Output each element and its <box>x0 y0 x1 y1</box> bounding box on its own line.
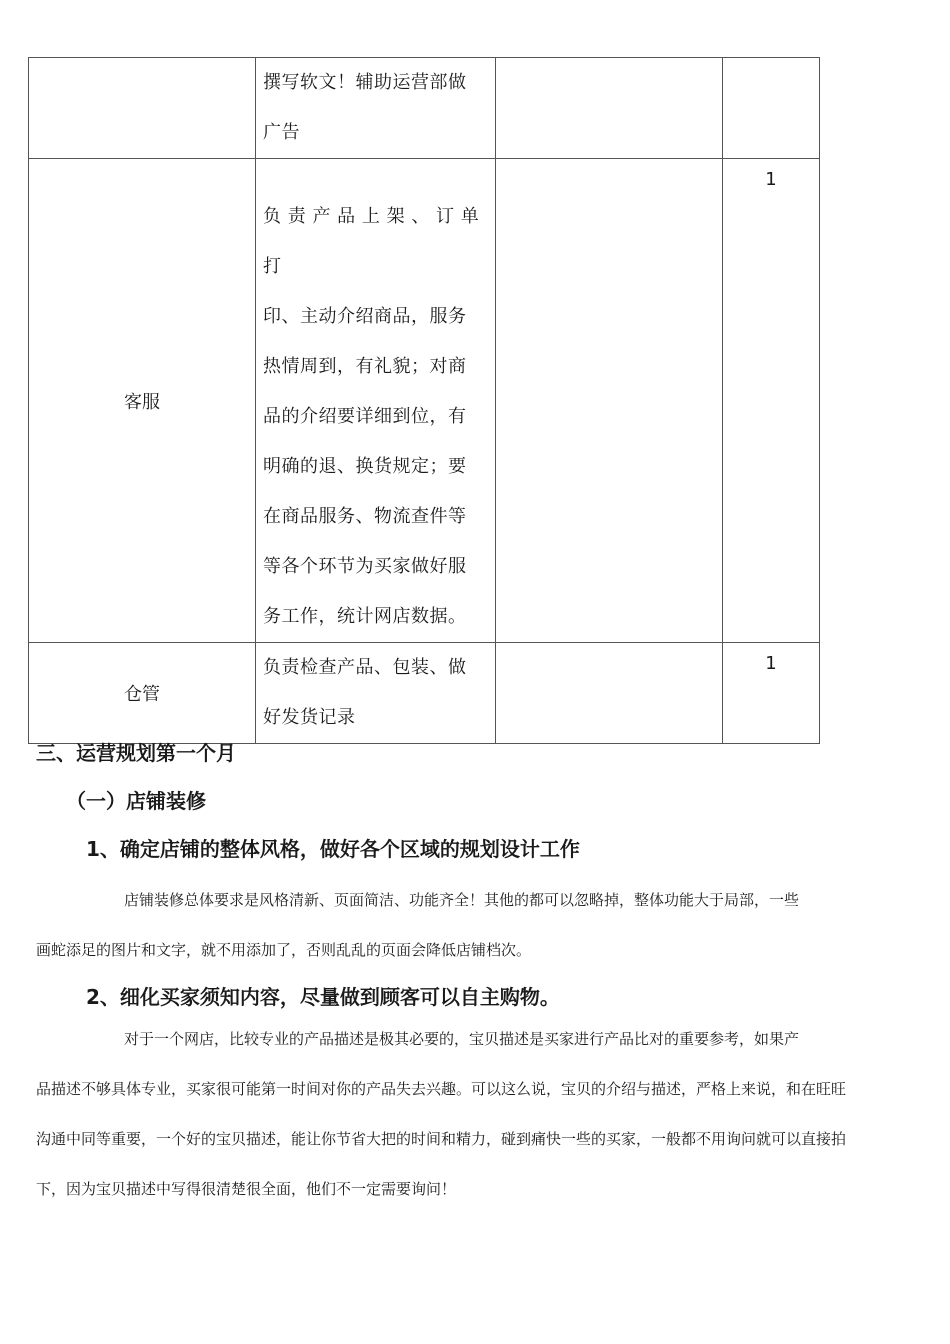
duty-cell <box>256 643 496 744</box>
paragraph-line: 沟通中同等重要，一个好的宝贝描述，能让你节省大把的时间和精力，碰到痛快一些的买家，一般都不用询问就可以直接拍 <box>36 1130 847 1148</box>
duty-line: 负责检查产品、包装、做 <box>263 657 467 678</box>
count-cell: 1 <box>723 159 820 643</box>
count-cell: 1 <box>723 643 820 744</box>
paragraph-line: 店铺装修总体要求是风格清新、页面简洁、功能齐全！其他的都可以忽略掉，整体功能大于局部，一些 <box>124 891 800 909</box>
paragraph-1 <box>36 875 902 975</box>
role-cell: 客服 <box>29 159 256 643</box>
duty-line: 热情周到，有礼貌；对商 <box>263 356 467 377</box>
duty-cell <box>256 58 496 159</box>
duty-line: 务工作，统计网店数据。 <box>263 606 467 627</box>
duty-line: 好发货记录 <box>263 707 356 728</box>
item-heading-1: 1、确定店铺的整体风格，做好各个区域的规划设计工作 <box>86 837 580 861</box>
duty-line: 广告 <box>263 122 300 143</box>
count-cell <box>723 58 820 159</box>
duty-line: 等各个环节为买家做好服 <box>263 556 467 577</box>
duty-line: 明确的退、换货规定；要 <box>263 456 467 477</box>
duty-cell <box>256 159 496 643</box>
duty-line: 印、主动介绍商品，服务 <box>263 306 467 327</box>
paragraph-line: 画蛇添足的图片和文字，就不用添加了，否则乱乱的页面会降低店铺档次。 <box>36 941 532 959</box>
duty-line: 品的介绍要详细到位，有 <box>263 406 467 427</box>
duty-line <box>263 159 489 192</box>
paragraph-line: 品描述不够具体专业，买家很可能第一时间对你的产品失去兴趣。可以这么说，宝贝的介绍与描述，严格上来说，和在旺旺 <box>36 1080 847 1098</box>
duty-line: 撰写软文！辅助运营部做 <box>263 72 467 93</box>
duty-line: 在商品服务、物流查件等 <box>263 506 467 527</box>
item-heading-2: 2、细化买家须知内容，尽量做到顾客可以自主购物。 <box>86 985 560 1009</box>
role-cell: 仓管 <box>29 643 256 744</box>
paragraph-line: 下，因为宝贝描述中写得很清楚很全面，他们不一定需要询问！ <box>36 1180 457 1198</box>
duty-line: 负 责 产 品 上 架 、 订 单 打 <box>263 206 480 277</box>
subsection-heading: （一）店铺装修 <box>66 789 206 813</box>
paragraph-2 <box>36 1014 902 1214</box>
staff-duty-table <box>28 57 820 744</box>
paragraph-line: 对于一个网店，比较专业的产品描述是极其必要的，宝贝描述是买家进行产品比对的重要参考，如果产 <box>124 1030 800 1048</box>
table-row <box>29 159 820 643</box>
empty-cell <box>496 159 723 643</box>
empty-cell <box>496 58 723 159</box>
table-row <box>29 643 820 744</box>
table-row <box>29 58 820 159</box>
section-heading: 三、运营规划第一个月 <box>36 741 236 765</box>
role-cell <box>29 58 256 159</box>
empty-cell <box>496 643 723 744</box>
